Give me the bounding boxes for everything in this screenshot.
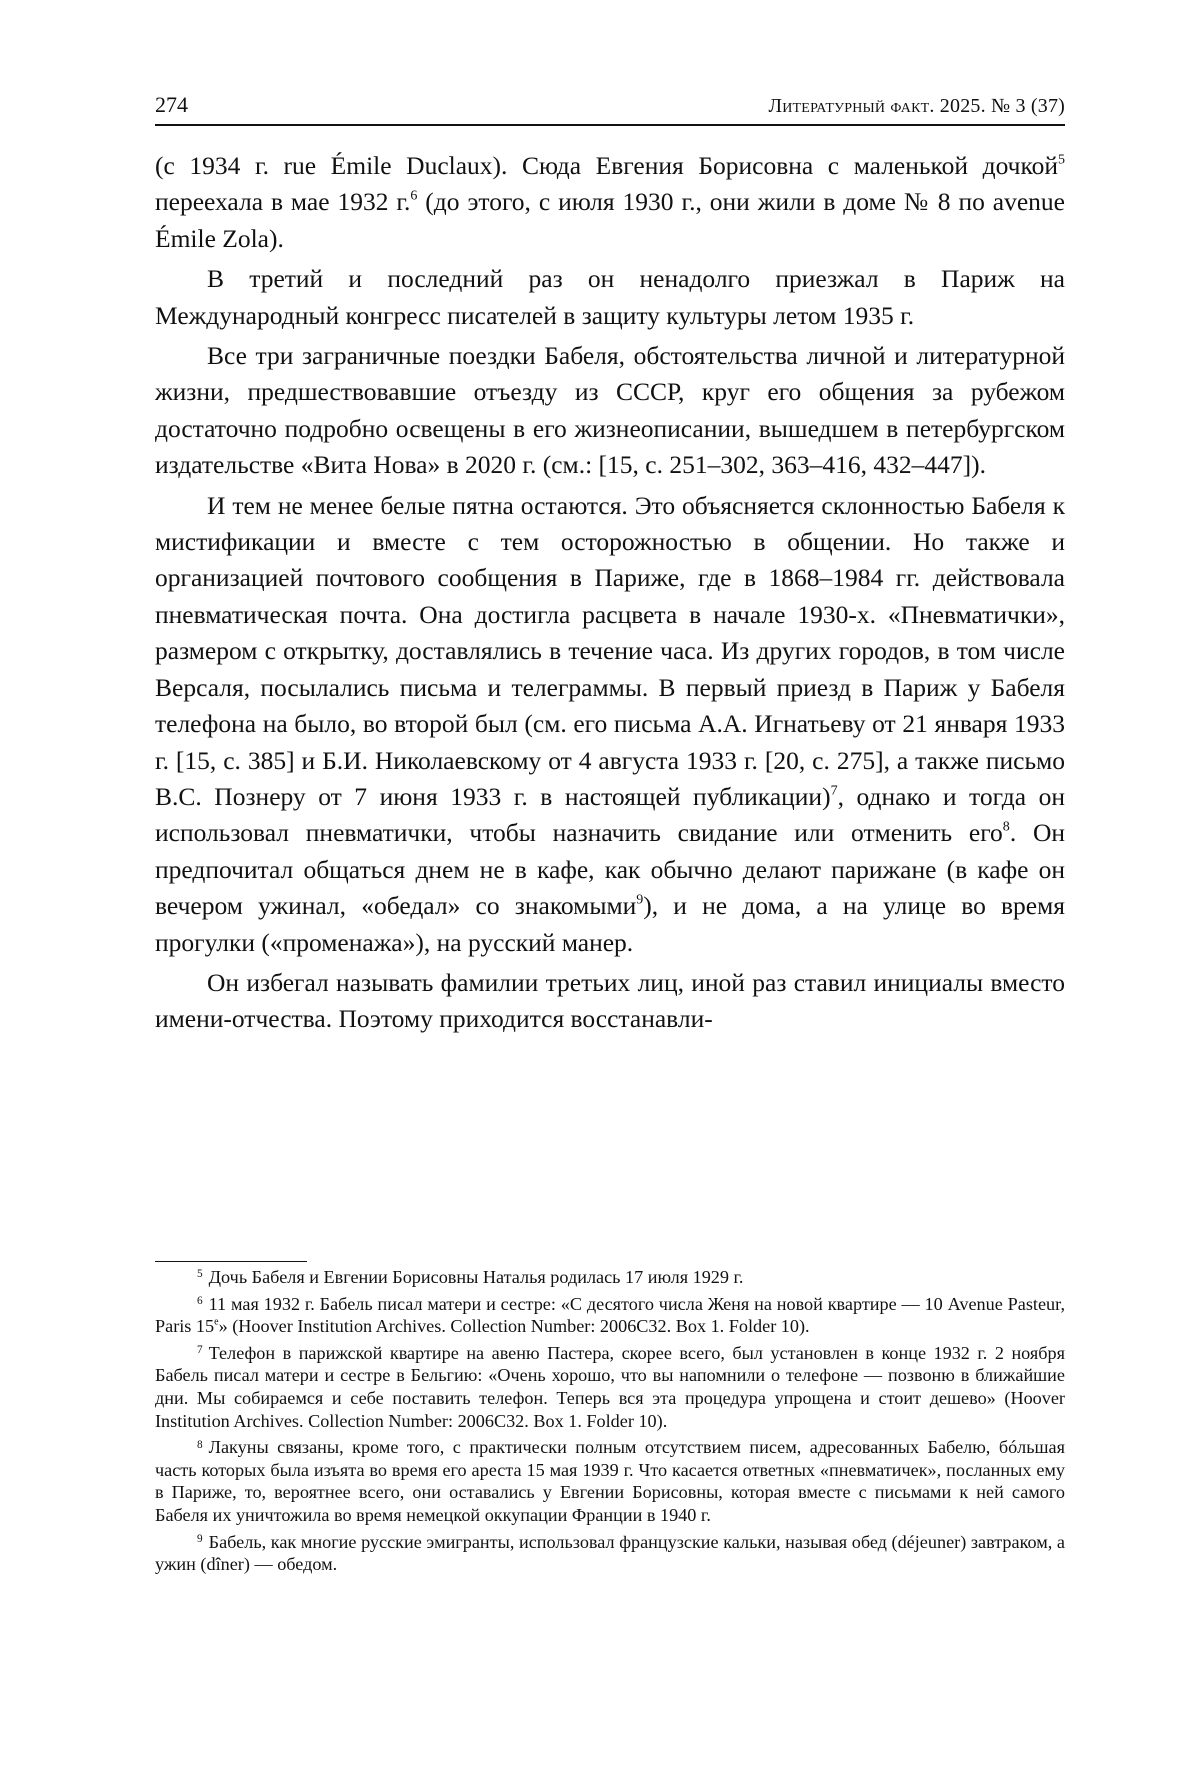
footnote-number: 8 bbox=[197, 1438, 203, 1451]
running-header bbox=[155, 90, 1065, 126]
footnote-7: $^7$ Телефон в парижской квартире на авеню Пастера, скорее всего, был установлен в конце 1932 г. 2 ноября Бабель писал матери и сестре в Бельгию: «Очень хорошо, что вы напомнили о телефоне — позвоню в ближайшие дни. Мы собираемся и себе поставить телефон. Теперь вся эта процедура упрощена и стоит дешево» (Hoover Institution Archives. Collection Number: 2006C32. Box 1. Folder 10). bbox=[155, 1342, 1065, 1431]
paragraph-3: Все три заграничные поездки Бабеля, обстоятельства личной и литературной жизни, предшествовавшие отъезду из СССР, круг его общения за рубежом достаточно подробно освещены в его жизнеописании, вышедшем в петербургском издательстве «Вита Нова» в 2020 г. (см.: [15, с. 251–302, 363–416, 432–447]). bbox=[155, 341, 1065, 480]
footnote-ref-9[interactable]: 9 bbox=[636, 892, 644, 908]
footnote-separator bbox=[155, 1261, 307, 1262]
footnote-ref-6[interactable]: 6 bbox=[410, 188, 418, 204]
footnote-ref-7[interactable]: 7 bbox=[830, 783, 838, 799]
main-text bbox=[155, 148, 1065, 1038]
paragraph-4: И тем не менее белые пятна остаются. Это объясняется склонностью Бабеля к мистификации и вместе с тем осторожностью в общении. Но также и организацией почтового сообщения в Париже, где в 1868–1984 гг. действовала пневматическая почта. Она достигла расцвета в начале 1930-х. «Пневматички», размером с открытку, доставлялись в течение часа. Из других городов, в том числе Версаля, посылались письма и телеграммы. В первый приезд в Париж у Бабеля телефона на было, во второй был (см. его письма А.А. Игнатьеву от 21 января 1933 г. [15, с. 385] и Б.И. Николаевскому от 4 августа 1933 г. [20, с. 275], а также письмо В.С. Познеру от 7 июня 1933 г. в настоящей публикации)$^7$, однако и тогда он использовал пневматички, чтобы назначить свидание или отменить его$^8$. Он предпочитал общаться днем не в кафе, как обычно делают парижане (в кафе он вечером ужинал, «обедал» со знакомыми$^9$), и не дома, а на улице во время прогулки («променажа»), на русский манер. bbox=[155, 490, 1066, 957]
footnote-ref-8[interactable]: 8 bbox=[1002, 819, 1010, 835]
paragraph-2: В третий и последний раз он ненадолго приезжал в Париж на Международный конгресс писателей в защиту культуры летом 1935 г. bbox=[155, 264, 1065, 330]
footnote-8: $^8$ Лакуны связаны, кроме того, с практически полным отсутствием писем, адресованных Бабелю, бóльшая часть которых была изъята во время его ареста 15 мая 1939 г. Что касается ответных «пневматичек», посланных ему в Париже, то, вероятнее всего, они оставались у Евгении Борисовны, которая вместе с письмами к ней самого Бабеля их уничтожила во время немецкой оккупации Франции в 1940 г. bbox=[155, 1437, 1065, 1525]
footnotes bbox=[155, 1266, 1065, 1576]
footnote-5: $^5$ Дочь Бабеля и Евгении Борисовны Наталья родилась 17 июля 1929 г. bbox=[197, 1267, 744, 1287]
footnote-9: $^9$ Бабель, как многие русские эмигранты, использовал французские кальки, называя обед (déjeuner) завтраком, а ужин (dîner) — обедом. bbox=[155, 1531, 1065, 1575]
page-number: 274 bbox=[155, 92, 188, 117]
footnote-ref-5[interactable]: 5 bbox=[1057, 152, 1065, 168]
footnote-number: 6 bbox=[197, 1294, 203, 1307]
paragraph-5: Он избегал называть фамилии третьих лиц, иной раз ставил инициалы вместо имени-отчества. Поэтому приходится восстанавли- bbox=[155, 967, 1065, 1034]
footnote-number: 7 bbox=[197, 1344, 203, 1357]
journal-running-title: Литературный факт. 2025. № 3 (37) bbox=[768, 95, 1065, 117]
paragraph-1: (с 1934 г. rue Émile Duclaux). Сюда Евгения Борисовна с маленькой дочкой$^5$ переехала в мае 1932 г.$^6$ (до этого, с июля 1930 г., они жили в доме № 8 по avenue Émile Zola). bbox=[155, 151, 1065, 253]
footnote-number: 9 bbox=[197, 1532, 203, 1545]
footnote-number: 5 bbox=[197, 1268, 203, 1281]
footnote-6: $^6$ 11 мая 1932 г. Бабель писал матери и сестре: «С десятого числа Женя на новой квартире — 10 Avenue Pasteur, Paris 15e» (Hoover Institution Archives. Collection Number: 2006C32. Box 1. Folder 10). bbox=[155, 1293, 1065, 1337]
